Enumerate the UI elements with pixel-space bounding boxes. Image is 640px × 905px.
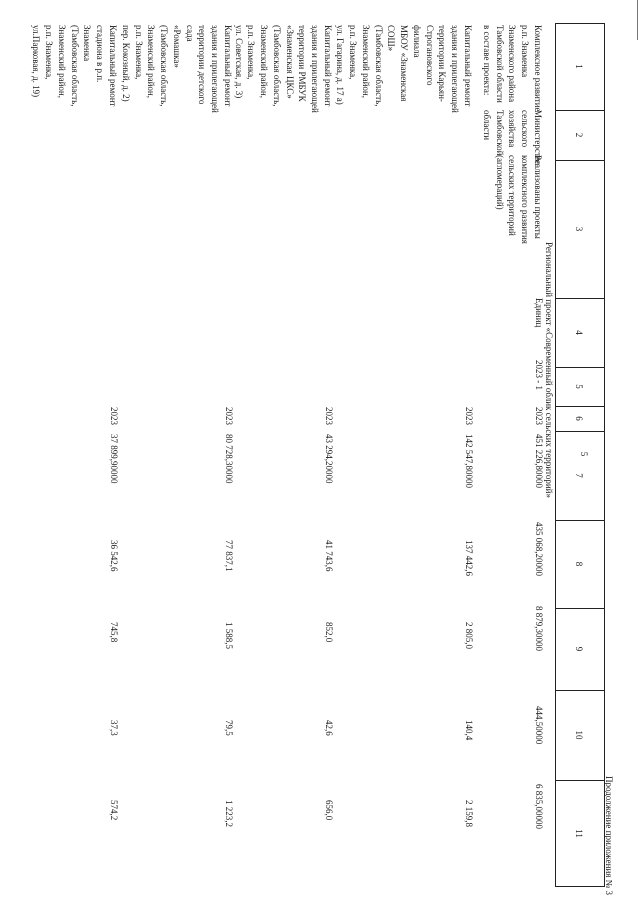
column-number-1: 1 bbox=[574, 64, 584, 69]
row-2-year: 2023 bbox=[324, 407, 334, 425]
column-number-7: 7 bbox=[574, 473, 584, 478]
column-number-2: 2 bbox=[574, 132, 584, 138]
column-number-6: 6 bbox=[574, 416, 584, 421]
page-number: 5 bbox=[579, 451, 589, 457]
row-2-local: 42,6 bbox=[324, 720, 334, 736]
column-number-11: 11 bbox=[574, 829, 584, 838]
row-4-regional: 745,8 bbox=[109, 622, 119, 643]
column-number-9: 9 bbox=[574, 646, 584, 652]
row-3-other: 1 223,2 bbox=[224, 800, 234, 827]
row-0-federal: 435 068,20000 bbox=[534, 522, 544, 576]
row-2-total: 43 294,20000 bbox=[324, 434, 334, 484]
row-0-year: 2023 bbox=[534, 407, 544, 425]
indicator-target: 2023 - 1 bbox=[534, 360, 544, 390]
row-0-regional: 8 879,30000 bbox=[534, 606, 544, 651]
top-edge-mark bbox=[634, 0, 640, 40]
row-3-year: 2023 bbox=[224, 407, 234, 425]
row-2-description: Капитальный ремонт здания и прилегающей территории РМБУК «Знаменская ЦКС» (Тамбовская область, Знаменский район, р.п. Знаменка, ул. Советская, д. 3) bbox=[233, 25, 333, 113]
column-number-10: 10 bbox=[574, 730, 584, 740]
indicator-description: Реализованы проекты комплексного развития сельских территорий (агломераций) bbox=[494, 155, 543, 244]
row-4-year: 2023 bbox=[109, 407, 119, 425]
row-1-description: Капитальный ремонт здания и прилегающей территории Карьян- Строгановского филиала МБОУ «Знаменская СОШ» (Тамбовская область, Знаменский район, р.п. Знаменка, ул. Гагарина, д. 17 а) bbox=[335, 25, 473, 113]
row-0-description: Комплексное развитие р.п. Знаменка Знаменского района Тамбовской области в составе проекта: bbox=[481, 25, 543, 112]
row-2-other: 656,0 bbox=[324, 800, 334, 821]
row-4-description: Капитальный ремонт стадиона в р.п. Знаменка (Тамбовская область, Знаменский район, р.п. Знаменка, ул.Парковая, д. 19) bbox=[31, 25, 118, 107]
row-4-other: 574,2 bbox=[109, 800, 119, 821]
row-2-regional: 852,0 bbox=[324, 622, 334, 643]
row-1-total: 142 547,80000 bbox=[464, 434, 474, 488]
row-1-federal: 137 442,6 bbox=[464, 540, 474, 576]
row-3-regional: 1 588,5 bbox=[224, 622, 234, 649]
regional-project-title: Региональный проект «Современный облик сельских территорий» bbox=[544, 242, 554, 498]
row-4-total: 37 899,90000 bbox=[109, 434, 119, 484]
row-3-federal: 77 837,1 bbox=[224, 540, 234, 572]
row-3-local: 79,5 bbox=[224, 720, 234, 736]
row-1-regional: 2 805,0 bbox=[464, 622, 474, 649]
continuation-label: Продолжение приложения № 3 bbox=[604, 775, 614, 895]
row-4-federal: 36 542,6 bbox=[109, 540, 119, 572]
row-3-description: Капитальный ремонт здания и прилегающей территории детского сада «Ромашка» (Тамбовская область, Знаменский район, р.п. Знаменка, пер. Кокозный, д. 2) bbox=[120, 25, 233, 113]
row-1-year: 2023 bbox=[464, 407, 474, 425]
row-2-federal: 41 743,6 bbox=[324, 540, 334, 572]
row-0-responsible: Министерство сельского хозяйства Тамбовской области bbox=[481, 110, 543, 166]
row-0-other: 6 835,00000 bbox=[534, 784, 544, 829]
column-number-3: 3 bbox=[574, 226, 584, 232]
row-1-other: 2 159,8 bbox=[464, 800, 474, 827]
column-number-4: 4 bbox=[574, 330, 584, 335]
column-number-5: 5 bbox=[574, 384, 584, 389]
row-4-local: 37,3 bbox=[109, 720, 119, 736]
row-0-total: 451 226,80000 bbox=[534, 434, 544, 488]
row-3-total: 80 728,30000 bbox=[224, 434, 234, 484]
column-number-8: 8 bbox=[574, 561, 584, 567]
indicator-unit: Единиц bbox=[534, 298, 544, 328]
row-1-local: 140,4 bbox=[464, 720, 474, 741]
row-0-local: 444,50000 bbox=[534, 706, 544, 745]
